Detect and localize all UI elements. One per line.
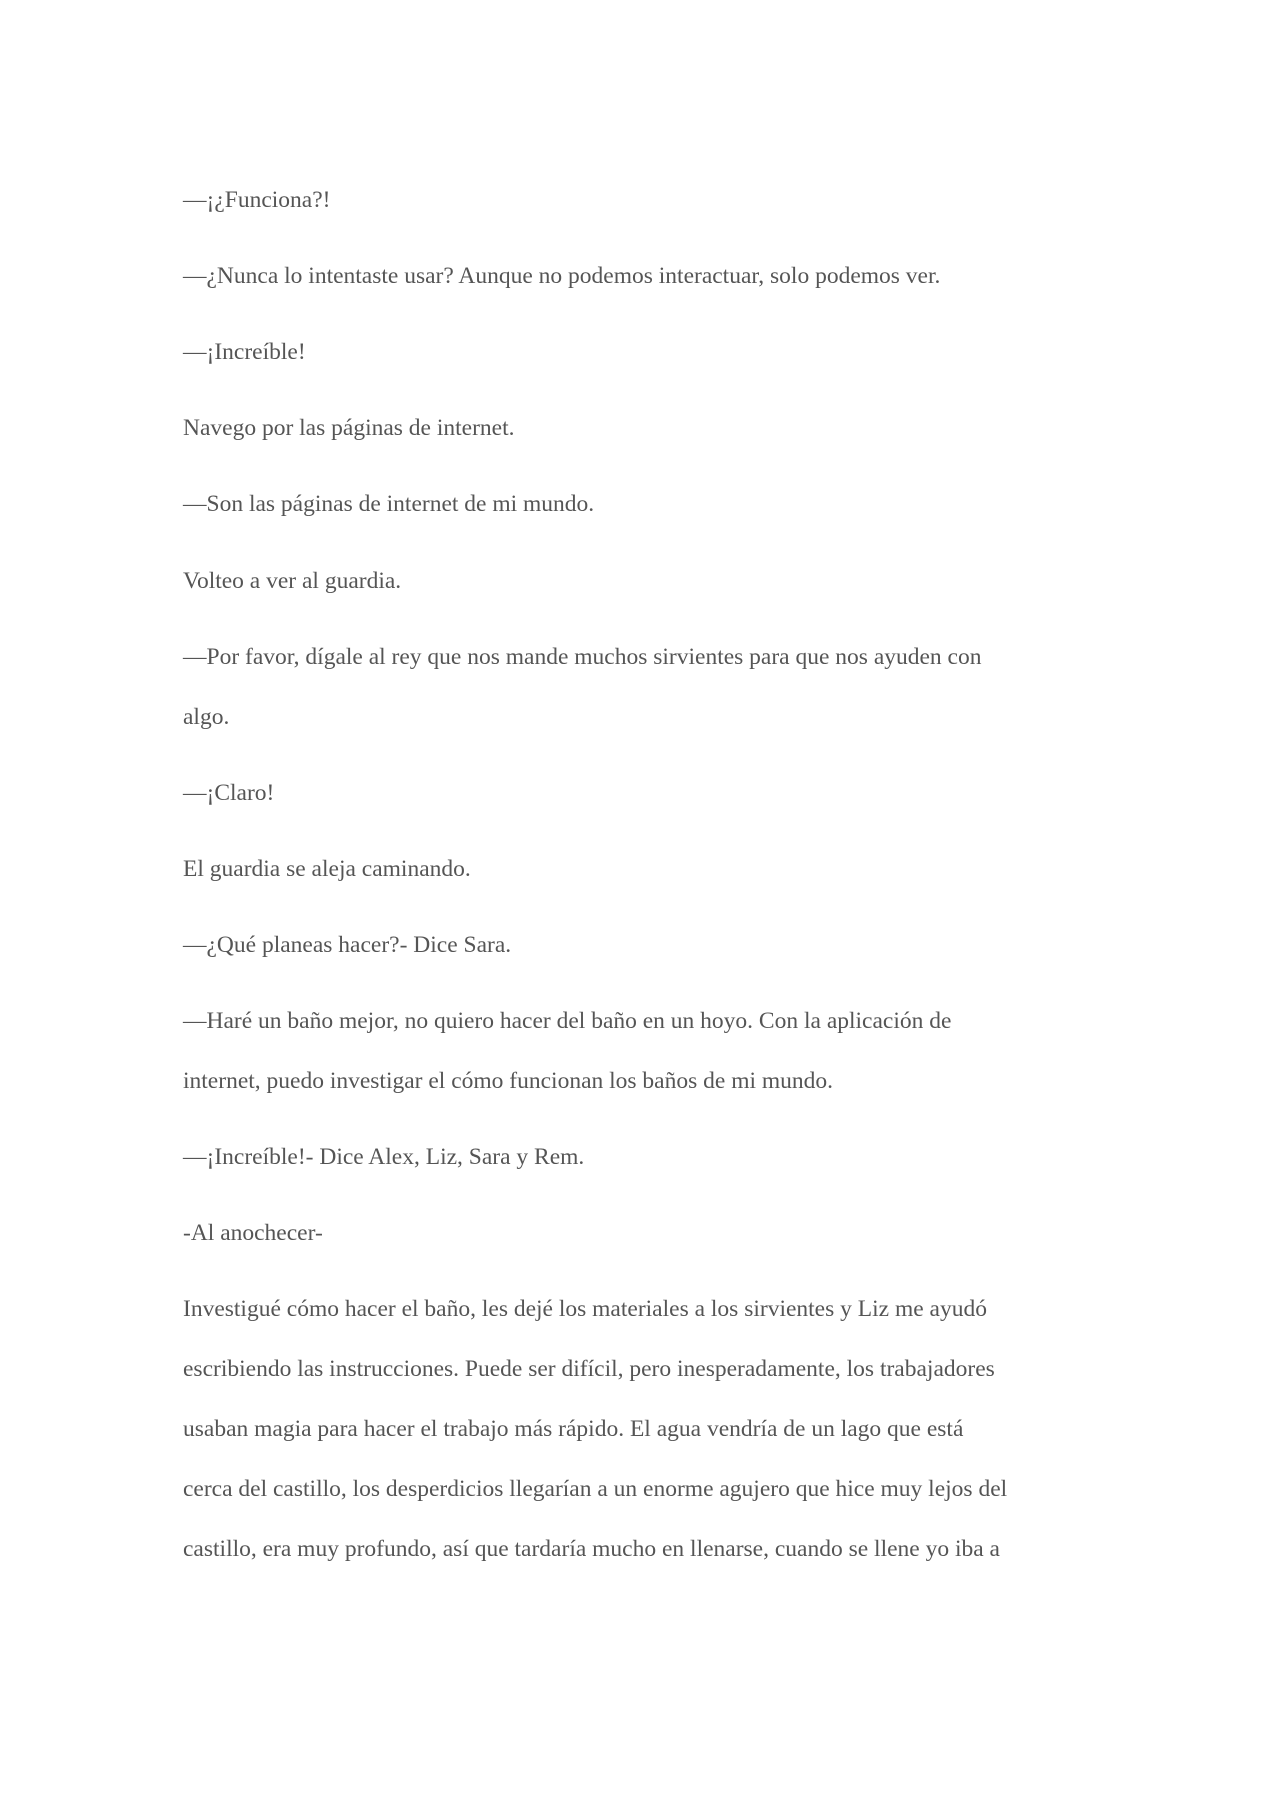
text-line: —Haré un baño mejor, no quiero hacer del baño en un hoyo. Con la aplicación de [183,1008,952,1034]
text-line: castillo, era muy profundo, así que tardaría mucho en llenarse, cuando se llene yo iba a [183,1536,1000,1562]
text-line: —¿Nunca lo intentaste usar? Aunque no podemos interactuar, solo podemos ver. [183,263,941,289]
text-line: Volteo a ver al guardia. [183,568,402,594]
text-line: —¡¿Funciona?! [183,187,331,213]
text-line: Investigué cómo hacer el baño, les dejé los materiales a los sirvientes y Liz me ayudó [183,1296,987,1322]
text-line: cerca del castillo, los desperdicios llegarían a un enorme agujero que hice muy lejos del [183,1476,1008,1502]
text-line: —¡Increíble!- Dice Alex, Liz, Sara y Rem. [183,1144,585,1170]
text-line: usaban magia para hacer el trabajo más rápido. El agua vendría de un lago que está [183,1416,964,1442]
text-line: —Por favor, dígale al rey que nos mande muchos sirvientes para que nos ayuden con [183,644,982,670]
text-line: —Son las páginas de internet de mi mundo. [183,491,595,517]
text-line: Navego por las páginas de internet. [183,415,515,441]
text-line: —¡Claro! [183,780,275,806]
text-line: —¡Increíble! [183,339,306,365]
text-line: algo. [183,704,230,730]
text-line: -Al anochecer- [183,1220,323,1246]
text-line: escribiendo las instrucciones. Puede ser difícil, pero inesperadamente, los trabajadores [183,1356,995,1382]
text-line: El guardia se aleja caminando. [183,856,471,882]
text-line: —¿Qué planeas hacer?- Dice Sara. [183,932,512,958]
text-line: internet, puedo investigar el cómo funcionan los baños de mi mundo. [183,1068,834,1094]
